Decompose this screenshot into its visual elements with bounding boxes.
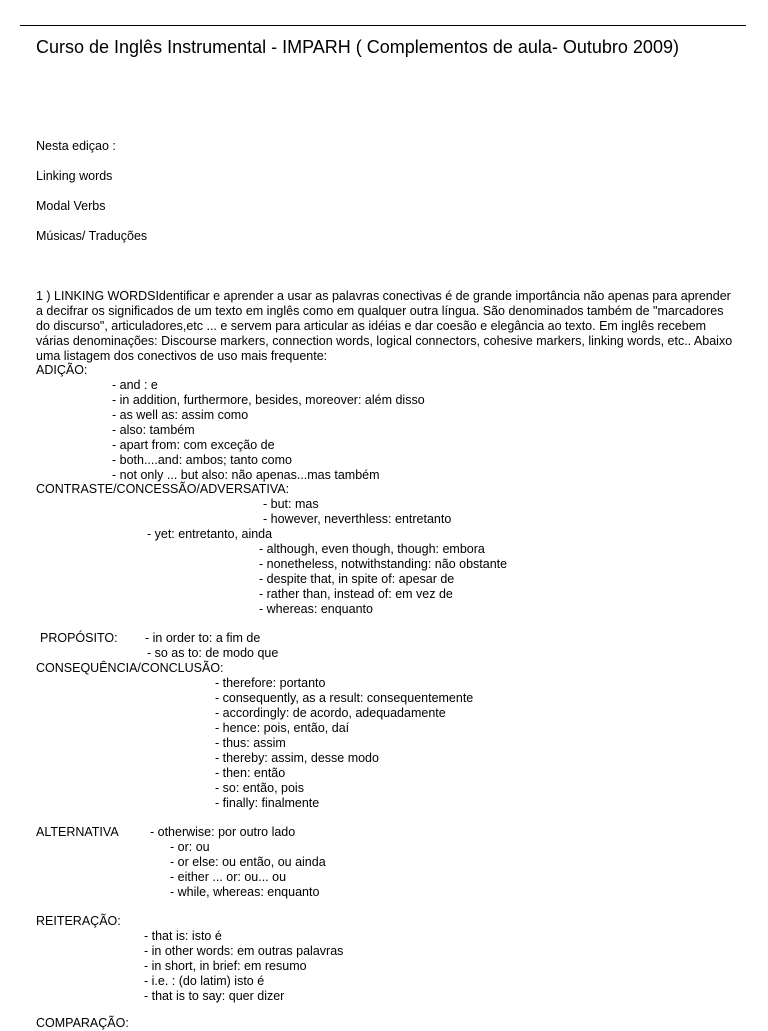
toc-item-modal-verbs: Modal Verbs — [36, 199, 106, 213]
list-item: - or else: ou então, ou ainda — [170, 855, 326, 869]
list-item: - but: mas — [263, 497, 319, 511]
section-heading-contraste: CONTRASTE/CONCESSÃO/ADVERSATIVA: — [36, 482, 290, 496]
list-item: - so: então, pois — [215, 781, 304, 795]
list-item: - despite that, in spite of: apesar de — [259, 572, 455, 586]
list-item: - i.e. : (do latim) isto é — [144, 974, 265, 988]
list-item: - thereby: assim, desse modo — [215, 751, 379, 765]
list-item: - therefore: portanto — [215, 676, 326, 690]
list-item: - however, neverthless: entretanto — [263, 512, 452, 526]
list-item: - as well as: assim como — [112, 408, 249, 422]
list-item: - either ... or: ou... ou — [170, 870, 287, 884]
list-item: - not only ... but also: não apenas...mas também — [112, 468, 380, 482]
list-item: - then: então — [215, 766, 286, 780]
list-item: - so as to: de modo que — [147, 646, 279, 660]
list-item: - in addition, furthermore, besides, moreover: além disso — [112, 393, 425, 407]
list-item: - or: ou — [170, 840, 210, 854]
list-item: - that is: isto é — [144, 929, 222, 943]
list-item: - in short, in brief: em resumo — [144, 959, 307, 973]
list-item: - finally: finalmente — [215, 796, 320, 810]
page-title: Curso de Inglês Instrumental - IMPARH ( Complementos de aula- Outubro 2009) — [36, 37, 679, 57]
list-item: - also: também — [112, 423, 195, 437]
list-item: - hence: pois, então, daí — [215, 721, 350, 735]
list-item: - whereas: enquanto — [259, 602, 373, 616]
list-item: - apart from: com exceção de — [112, 438, 275, 452]
list-item: - in other words: em outras palavras — [144, 944, 344, 958]
section-heading-alternativa: ALTERNATIVA — [36, 825, 119, 839]
section-heading-reiteracao: REITERAÇÃO: — [36, 914, 121, 928]
list-item: - nonetheless, notwithstanding: não obstante — [259, 557, 508, 571]
list-item: - consequently, as a result: consequentemente — [215, 691, 474, 705]
toc-heading: Nesta ediçao : — [36, 139, 116, 153]
list-item: - while, whereas: enquanto — [170, 885, 320, 899]
top-rule — [20, 25, 746, 26]
toc-item-linking-words: Linking words — [36, 169, 113, 183]
toc-item-musicas: Músicas/ Traduções — [36, 229, 148, 243]
list-item: - although, even though, though: embora — [259, 542, 485, 556]
section-heading-consequencia: CONSEQUÊNCIA/CONCLUSÃO: — [36, 661, 224, 675]
list-item: - both....and: ambos; tanto como — [112, 453, 292, 467]
list-item: - yet: entretanto, ainda — [147, 527, 273, 541]
list-item: - rather than, instead of: em vez de — [259, 587, 453, 601]
list-item: - in order to: a fim de — [145, 631, 261, 645]
intro-paragraph: 1 ) LINKING WORDSIdentificar e aprender a usar as palavras conectivas é de grande importância não apenas para aprender a decifrar os significados de um texto em inglês como em qualquer outra língua. São denominados também de "marcadores do discurso", articuladores,etc ... e servem para articular as idéias e dar coesão e elegância ao texto. Em inglês recebem várias denominações: Discourse markers, connection words, logical connectors, cohesive markers, linking words, etc.. Abaixo uma listagem dos conectivos de uso mais frequente: — [36, 289, 733, 363]
list-item: - otherwise: por outro lado — [150, 825, 296, 839]
section-heading-proposito: PROPÓSITO: — [40, 631, 118, 645]
list-item: - that is to say: quer dizer — [144, 989, 285, 1003]
list-item: - accordingly: de acordo, adequadamente — [215, 706, 446, 720]
section-heading-adicao: ADIÇÃO: — [36, 363, 88, 377]
section-heading-comparacao: COMPARAÇÃO: — [36, 1016, 129, 1030]
list-item: - thus: assim — [215, 736, 286, 750]
list-item: - and : e — [112, 378, 158, 392]
